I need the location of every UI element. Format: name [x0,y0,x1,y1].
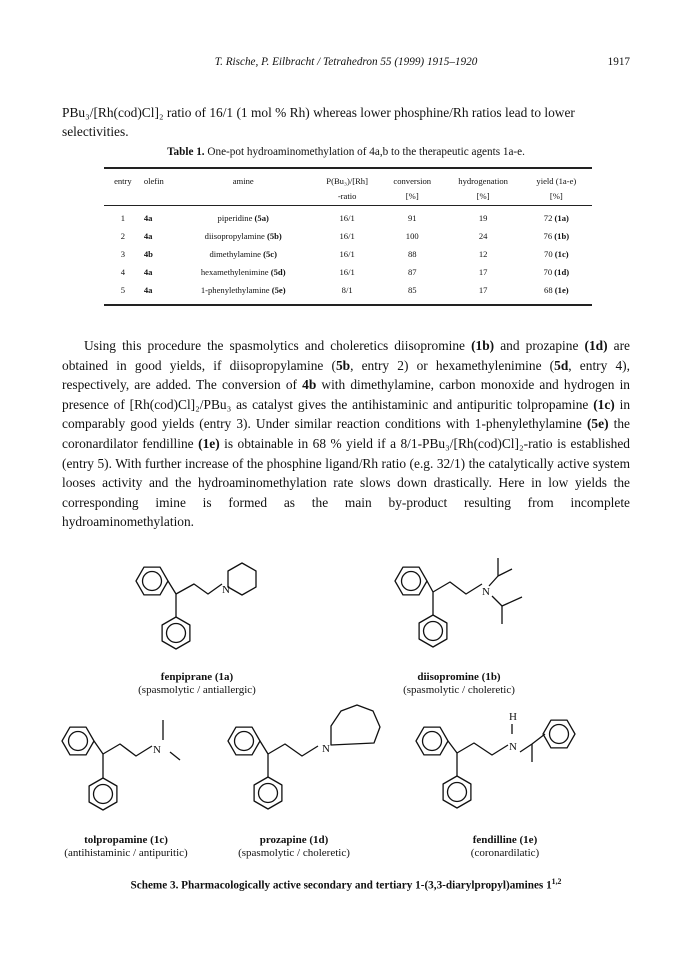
table-row [104,263,592,281]
nitrogen-atom: N [509,741,517,753]
nitrogen-atom: N [153,744,161,756]
compound-use: (coronardilatic) [470,847,540,859]
body-paragraph [62,336,630,532]
table-cell: 3 [120,249,126,259]
scheme-caption [62,877,630,892]
table-header-cell: yield (1a-e) [521,168,592,188]
scheme-caption-text: Scheme 3. Pharmacologically active secondary and tertiary 1-(3,3-diarylpropyl)amines 1 [130,879,552,892]
table-cell: 12 [478,249,488,259]
results-table [104,167,592,306]
structure-tolpropamine [62,720,180,810]
table-row [104,206,592,228]
table-cell: 100 [405,231,419,241]
table-cell: 4a [142,281,171,305]
table-cell: 19 [478,213,488,223]
table-cell: 88 [407,249,417,259]
table-cell: 68 (1e) [521,281,592,305]
compound-name: fendilline (1e) [472,834,538,846]
table-cell: 16/1 [339,267,355,277]
table-cell: diisopropylamine (5b) [204,231,282,241]
table-cell: 16/1 [339,249,355,259]
table-header-cell: -ratio [315,188,379,206]
nitrogen-atom: N [322,743,330,755]
table-header-cell: P(Bu₃)/[Rh] [315,168,379,188]
table-header-row [104,188,592,206]
compound-name: tolpropamine (1c) [84,834,168,846]
table-header-cell: [%] [521,188,592,206]
table-caption-text: One-pot hydroaminomethylation of 4a,b to the therapeutic agents 1a-e. [207,146,525,158]
table-cell: 87 [407,267,417,277]
table-cell: 5 [104,281,142,305]
table-cell: 76 (1b) [543,231,570,241]
amine-code: (5b) [266,231,282,241]
table-row [104,245,592,263]
compound-code: (1e) [554,285,569,295]
compound-code: (1d) [554,267,570,277]
compound-name: fenpiprane (1a) [160,671,234,683]
table-cell: 17 [446,281,521,305]
compound-name: prozapine (1d) [259,834,329,846]
compound-ref: (1d) [584,338,608,353]
table-header-cell: hydrogenation [446,168,521,188]
table-header-cell: [%] [379,188,446,206]
scheme-structures [0,550,692,890]
table-header-cell: entry [104,168,142,188]
table-cell: 2 [120,231,126,241]
table-cell: 70 (1c) [544,249,569,259]
compound-name: diisopromine (1b) [417,671,501,683]
compound-use: (antihistaminic / antipuritic) [64,847,188,859]
nitrogen-atom: N [222,584,230,596]
compound-ref: (5e) [586,416,609,432]
table-cell: 72 (1a) [543,213,569,223]
paragraph-text: are obtained in good yields, if diisopropylamine ( [62,338,630,373]
compound-use: (spasmolytic / antiallergic) [138,684,256,696]
compound-code: (1a) [554,213,569,223]
compound-code: (1c) [554,249,569,259]
table-row [104,281,592,305]
page-number: 1917 [607,56,630,68]
table-cell: 4 [120,267,126,277]
table-header-cell: olefin [142,168,171,188]
running-title: T. Rische, P. Eilbracht / Tetrahedron 55 (1999) 1915–1920 [214,56,478,68]
table-header-cell: conversion [379,168,446,188]
structure-fenpiprane [136,563,256,649]
table-cell: 4a [143,267,153,277]
intro-paragraph: PBu₃/[Rh(cod)Cl]₂ ratio of 16/1 (1 mol % Rh) whereas lower phosphine/Rh ratios lead to lower selectivities. [62,105,575,139]
compound-use: (spasmolytic / choleretic) [403,684,515,696]
compound-ref: (1e) [198,435,220,451]
table-cell: 1-phenylethylamine (5e) [171,281,315,305]
table-caption-label: Table 1. [167,146,205,158]
table-header-cell [171,188,315,206]
table-cell: piperidine (5a) [217,213,269,223]
table-cell: 4a [143,231,153,241]
table-header-cell: [%] [446,188,521,206]
table-row [104,227,592,245]
paragraph-text: with dimethylamine, carbon monoxide and hydrogen in presence of [Rh(cod)Cl]₂/PBu₃ as catalyst gives the antihistaminic and antipuritic tolpropamine [62,377,630,412]
paragraph-text: and prozapine [494,338,585,353]
amine-code: (5a) [254,213,269,223]
table-header-cell [142,188,171,206]
table-cell: 24 [478,231,488,241]
compound-ref: 5b [335,357,351,373]
table-cell: 4a [143,213,153,223]
table-cell: hexamethylenimine (5d) [200,267,286,277]
amine-code: (5e) [271,285,286,295]
compound-use: (spasmolytic / choleretic) [238,847,350,859]
structure-prozapine [228,705,380,809]
hydrogen-atom: H [509,711,517,723]
compound-ref: (1b) [471,338,495,353]
compound-ref: 4b [302,377,317,393]
paragraph-text: Using this procedure the spasmolytics and choleretics diisopromine [84,338,472,353]
table-caption [62,146,630,158]
structure-diisopromine [395,558,522,647]
structure-fendilline [416,711,575,808]
compound-ref: 5d [554,357,569,373]
table-cell: 17 [478,267,488,277]
nitrogen-atom: N [482,586,490,598]
amine-code: (5c) [263,249,277,259]
paragraph-text: , entry 4), respectively, are added. The conversion of [62,357,630,393]
table-header-cell: amine [171,168,315,188]
paragraph-text: in comparably good yields (entry 3). Under similar reaction conditions with 1-phenylethylamine [62,396,631,432]
amine-code: (5d) [270,267,286,277]
table-cell: 70 (1d) [543,267,570,277]
table-cell: dimethylamine (5c) [209,249,277,259]
table-header-cell [104,188,142,206]
table-cell: 8/1 [315,281,379,305]
compound-code: (1b) [554,231,570,241]
running-header [62,56,630,72]
paragraph-text: the coronardilator fendilline [62,416,630,451]
table-header-row [104,168,592,188]
table-cell: 16/1 [339,231,355,241]
table-cell: 1 [120,213,126,223]
paragraph-text: is obtainable in 68 % yield if a 8/1-PBu₃/[Rh(cod)Cl]₂-ratio is established (entry 5). With further increase of the phosphine ligand/Rh ratio (e.g. 32/1) the catalytically active system looses activity and the hydroaminomethylation rate slows down drastically. Here in low yields the corresponding imine is formed as the main by-product resulting from incomplete hydroaminomethylation. [62,435,630,530]
compound-ref: (1c) [593,396,615,412]
table-cell: 16/1 [339,213,355,223]
scheme-caption-refs: 1,2 [551,877,562,886]
paragraph-text: , entry 2) or hexamethylenimine ( [350,357,555,373]
table-cell: 91 [407,213,417,223]
table-cell: 4b [143,249,153,259]
table-cell: 85 [379,281,446,305]
